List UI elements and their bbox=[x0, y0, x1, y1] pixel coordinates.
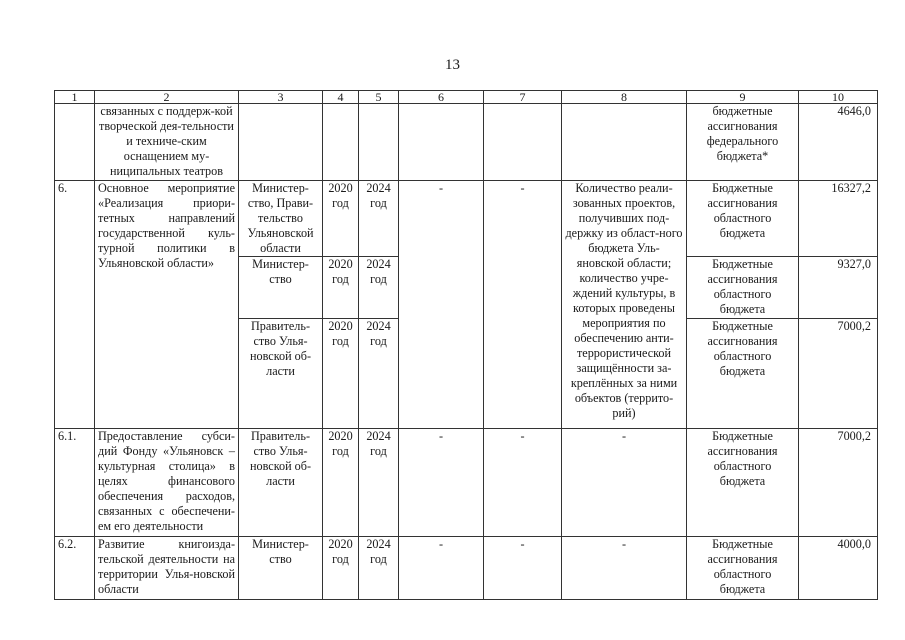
executor: Министер-ство, Прави-тельство Ульяновской области bbox=[239, 181, 323, 257]
row-number: 6.2. bbox=[55, 537, 95, 600]
funding-amount: 7000,2 bbox=[799, 319, 878, 429]
column-7-value: - bbox=[484, 181, 562, 429]
start-year: 2020 год bbox=[323, 429, 359, 537]
column-number: 8 bbox=[562, 91, 687, 104]
end-year: 2024 год bbox=[359, 319, 399, 429]
start-year: 2020 год bbox=[323, 537, 359, 600]
column-number: 7 bbox=[484, 91, 562, 104]
column-number: 1 bbox=[55, 91, 95, 104]
column-8-value: - bbox=[562, 429, 687, 537]
funding-source: бюджетные ассигнования федерального бюджета* bbox=[687, 104, 799, 181]
end-year: 2024 год bbox=[359, 429, 399, 537]
activity-name: Основное мероприятие «Реализация приори-тетных направлений государственной куль-турной политики в Ульяновской области» bbox=[95, 181, 239, 429]
funding-source: Бюджетные ассигнования областного бюджета bbox=[687, 429, 799, 537]
column-number: 9 bbox=[687, 91, 799, 104]
executor: Правитель-ство Улья-новской об-ласти bbox=[239, 429, 323, 537]
column-number: 3 bbox=[239, 91, 323, 104]
funding-source: Бюджетные ассигнования областного бюджета bbox=[687, 181, 799, 257]
funding-source: Бюджетные ассигнования областного бюджета bbox=[687, 319, 799, 429]
executor: Министер-ство bbox=[239, 537, 323, 600]
table-row bbox=[55, 181, 878, 257]
funding-amount: 4646,0 bbox=[799, 104, 878, 181]
start-year: 2020 год bbox=[323, 319, 359, 429]
column-7-value: - bbox=[484, 537, 562, 600]
column-number: 5 bbox=[359, 91, 399, 104]
column-number: 2 bbox=[95, 91, 239, 104]
column-6-value: - bbox=[399, 429, 484, 537]
end-year: 2024 год bbox=[359, 181, 399, 257]
row-number: 6.1. bbox=[55, 429, 95, 537]
column-number: 10 bbox=[799, 91, 878, 104]
end-year: 2024 год bbox=[359, 537, 399, 600]
row-number: 6. bbox=[55, 181, 95, 429]
activity-name: Развитие книгоизда-тельской деятельности на территории Улья-новской области bbox=[95, 537, 239, 600]
funding-amount: 4000,0 bbox=[799, 537, 878, 600]
column-number: 6 bbox=[399, 91, 484, 104]
program-table bbox=[54, 90, 878, 600]
table-row bbox=[55, 537, 878, 600]
page-number: 13 bbox=[445, 57, 460, 73]
funding-amount: 16327,2 bbox=[799, 181, 878, 257]
funding-amount: 9327,0 bbox=[799, 257, 878, 319]
column-8-value: - bbox=[562, 537, 687, 600]
table-row bbox=[55, 429, 878, 537]
start-year: 2020 год bbox=[323, 257, 359, 319]
activity-name: Предоставление субси-дий Фонду «Ульяновск – культурная столица» в целях финансового обеспечения расходов, связанных с обеспечени-ем его деятельности bbox=[95, 429, 239, 537]
column-numbers-row bbox=[55, 91, 878, 104]
column-7-value: - bbox=[484, 429, 562, 537]
funding-source: Бюджетные ассигнования областного бюджета bbox=[687, 257, 799, 319]
activity-name: связанных с поддерж-кой творческой дея-тельности и техниче-ским оснащением му-ниципальных театров bbox=[95, 104, 239, 181]
executor: Правитель-ство Улья-новской об-ласти bbox=[239, 319, 323, 429]
column-6-value: - bbox=[399, 181, 484, 429]
end-year: 2024 год bbox=[359, 257, 399, 319]
indicator-text: Количество реали-зованных проектов, получивших под-держку из област-ного бюджета Уль-яновской области; количество учре-ждений культуры, в которых проведены мероприятия по обеспечению анти-террористической защищённости за-креплённых за ними объектов (террито-рий) bbox=[562, 181, 687, 429]
column-6-value: - bbox=[399, 537, 484, 600]
funding-amount: 7000,2 bbox=[799, 429, 878, 537]
funding-source: Бюджетные ассигнования областного бюджета bbox=[687, 537, 799, 600]
column-number: 4 bbox=[323, 91, 359, 104]
start-year: 2020 год bbox=[323, 181, 359, 257]
table-row bbox=[55, 104, 878, 181]
executor: Министер-ство bbox=[239, 257, 323, 319]
